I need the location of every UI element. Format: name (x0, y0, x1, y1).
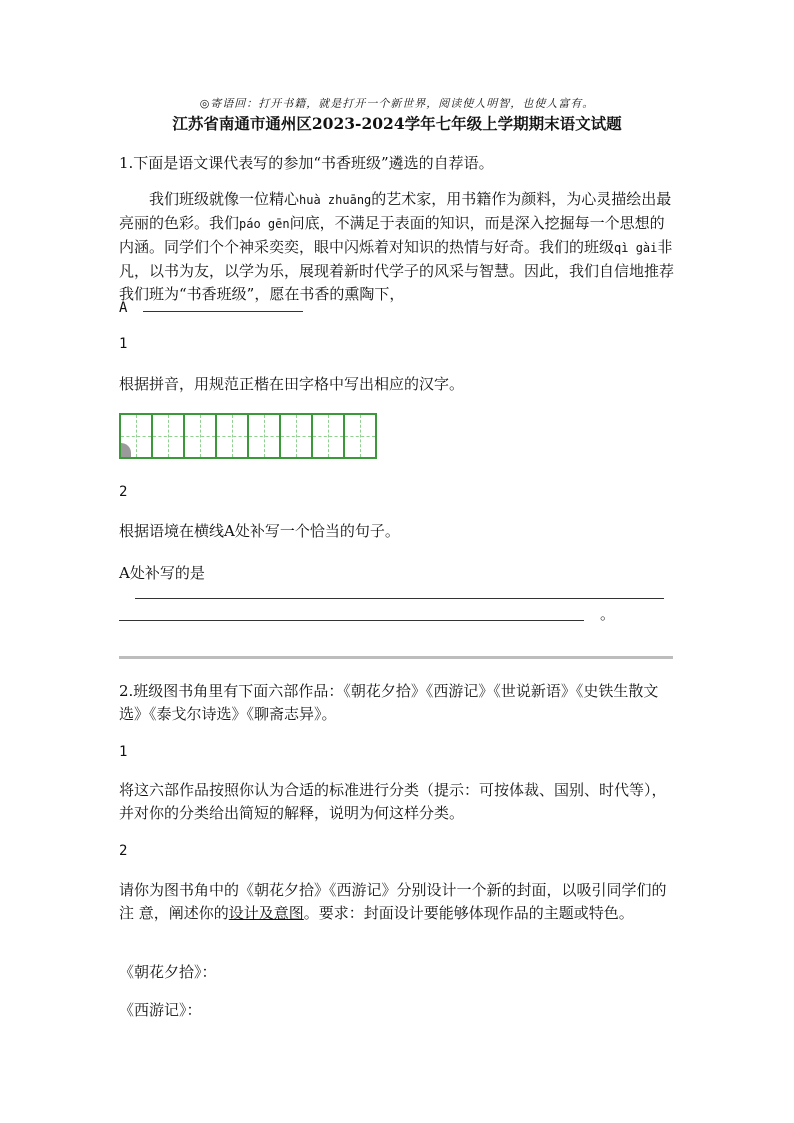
pinyin-3: qì gài (614, 241, 658, 255)
grid-cell[interactable] (153, 415, 185, 457)
grid-cell[interactable] (313, 415, 345, 457)
pinyin-1: huà zhuāng (299, 193, 372, 207)
passage-part-3: 问底，不满足于表面的知识，而是深入挖掘每一个思想的内涵。同学们个个神采奕奕，眼中闪烁着对知识的热情与好奇。我们的班级 (119, 214, 665, 256)
q2-sub2-number: 2 (119, 843, 128, 859)
q1-stem: 1.下面是语文课代表写的参加“书香班级”遴选的自荐语。 (119, 154, 494, 172)
answer-line-2[interactable] (119, 620, 584, 621)
q2-sub2-text-b: 。要求：封面设计要能够体现作品的主题或特色。 (303, 904, 634, 922)
passage-part-1: 我们班级就像一位精心 (149, 190, 300, 208)
blank-a-row (119, 296, 675, 320)
passage-part-4: 非凡，以书为友，以学为乐，展现着新时代学子的风采与智慧。因此，我们自信地推荐我们班为“书香班级”，愿在书香的熏陶下， (119, 238, 675, 303)
q1-sub2-text: 根据语境在横线A处补写一个恰当的句子。 (119, 522, 400, 540)
answer-end-period: 。 (600, 605, 616, 623)
design-intent-link[interactable]: 设计及意图 (228, 904, 304, 922)
q1-passage (119, 188, 675, 306)
q2-sub1-text: 将这六部作品按照你认为合适的标准进行分类（提示：可按体裁、国别、时代等），并对你的分类给出简短的解释，说明为何这样分类。 (119, 781, 667, 822)
grid-cell[interactable] (345, 415, 375, 457)
q1-sub1-number: 1 (119, 336, 128, 352)
grid-cell[interactable] (281, 415, 313, 457)
grid-cell[interactable] (249, 415, 281, 457)
grid-cell[interactable] (217, 415, 249, 457)
book1-label: 《朝花夕拾》： (119, 963, 217, 981)
q2-sub2-text (119, 879, 675, 925)
page-title: 江苏省南通市通州区2023-2024学年七年级上学期期末语文试题 (172, 114, 622, 133)
q2-sub2-text-a: 请你为图书角中的《朝花夕拾》《西游记》分别设计一个新的封面，以吸引同学们的注 意，阐述你的 (119, 881, 667, 922)
answer-line-1[interactable] (135, 598, 664, 599)
book2-label: 《西游记》： (119, 1001, 202, 1019)
answer-label: A处补写的是 (119, 564, 205, 582)
grid-cell[interactable] (185, 415, 217, 457)
q1-sub1-text: 根据拼音，用规范正楷在田字格中写出相应的汉字。 (119, 375, 465, 393)
blank-a-label: A (119, 300, 128, 316)
passage-part-2: 的艺术家，用书籍作为颜料，为心灵描绘出最亮丽的色彩。我们 (119, 190, 672, 232)
q1-sub2-number: 2 (119, 484, 128, 500)
motto-line: ◎寄语回：打开书籍，就是打开一个新世界，阅读使人明智，也使人富有。 (199, 97, 595, 110)
blank-a-line[interactable] (143, 297, 303, 312)
q2-sub1-number: 1 (119, 744, 128, 760)
q2-stem: 2.班级图书角里有下面六部作品：《朝花夕拾》《西游记》《世说新语》《史铁生散文选》《泰戈尔诗选》《聊斋志异》。 (119, 682, 659, 723)
tianzige-grid (119, 413, 377, 459)
section-divider (119, 656, 673, 659)
pinyin-2: páo gēn (239, 217, 290, 231)
